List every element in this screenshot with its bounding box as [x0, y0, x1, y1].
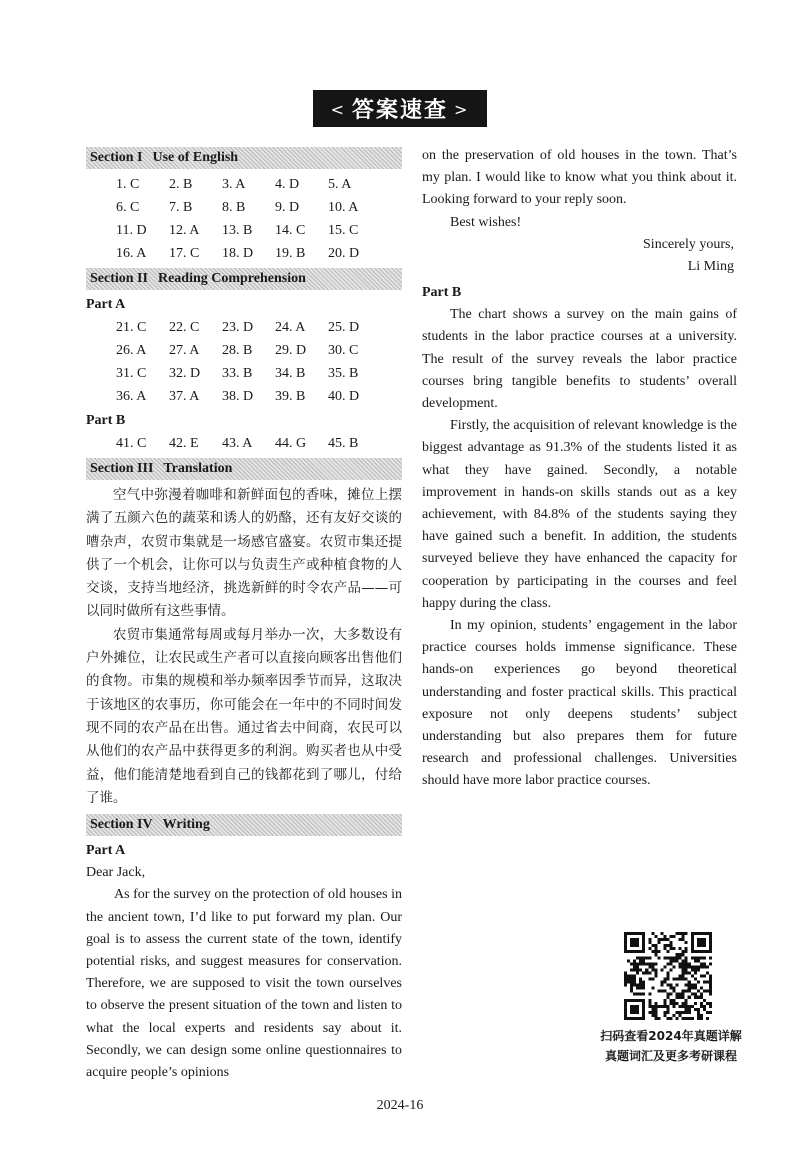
answer-item: 44. G [275, 436, 307, 451]
translation-paragraph: 农贸市集通常每周或每月举办一次，大多数设有户外摊位，让农民或生产者可以直接向顾客出售他们的食物。市集的规模和举办频率因季节而异，这取决于该地区的农事历，你可能会在一年中的不同时间发现不同的农产品在出售。通过省去中间商，农民可以从他们的农产品中获得更多的利润。购买者也从中受益，他们能清楚地看到自己的钱都花到了哪儿，付给了谁。 [86, 626, 402, 806]
answer-item: 23. D [222, 320, 254, 335]
answer-item: 6. C [116, 200, 140, 215]
chevron-left-icon: < [330, 100, 346, 119]
reading-part-b-answers [86, 432, 402, 455]
page-title-text: 答案速查 [351, 98, 448, 123]
translation-paragraph: 空气中弥漫着咖啡和新鲜面包的香味，摊位上摆满了五颜六色的蔬菜和诱人的奶酪，还有友好交谈的嘈杂声，农贸市集就是一场感官盛宴。农贸市集还提供了一个机会，让你可以与负责生产或种植食物的人交谈，支持当地经济，挑选新鲜的时令农产品——可以同时做所有这些事情。 [86, 487, 402, 620]
answer-item: 18. D [222, 246, 254, 261]
answer-item: 32. D [169, 366, 201, 381]
answer-item: 14. C [275, 223, 306, 238]
answer-item: 22. C [169, 320, 200, 335]
title-banner [0, 90, 800, 127]
answer-item: 27. A [169, 343, 200, 358]
part-label: Part A [86, 843, 126, 859]
answer-item: 17. C [169, 246, 200, 261]
letter-paragraph: As for the survey on the protection of old houses in the ancient town, I’d like to put forward my plan. Our goal is to assess the current state of the town, identify potential risks, and suggest measures for conservation. Therefore, we are supposed to visit the town ourselves to observe the present situation of the town and listen to what the local experts and residents say about it. Secondly, we can design some online questionnaires to acquire people’s opinions [86, 887, 402, 1080]
section-number: Section II [90, 271, 148, 286]
answer-item: 16. A [116, 246, 147, 261]
answer-row [86, 173, 402, 196]
section-heading [86, 147, 402, 169]
answer-item: 19. B [275, 246, 306, 261]
reading-part-a-answers [86, 316, 402, 408]
letter-signature: Li Ming [687, 259, 734, 275]
section-name: Use of English [152, 150, 239, 165]
answer-item: 39. B [275, 389, 306, 404]
section-heading [86, 268, 402, 290]
answer-row [86, 316, 402, 339]
part-label: Part B [422, 285, 462, 301]
letter-greeting: Dear Jack, [86, 865, 146, 881]
answer-item: 38. D [222, 389, 254, 404]
left-column [86, 145, 402, 1106]
answer-item: 2. B [169, 177, 193, 192]
answer-item: 36. A [116, 389, 147, 404]
answer-item: 7. B [169, 200, 193, 215]
answer-item: 42. E [169, 436, 199, 451]
answer-item: 3. A [222, 177, 246, 192]
section-name: Translation [163, 461, 233, 476]
chevron-right-icon: > [454, 100, 470, 119]
answer-item: 35. B [328, 366, 359, 381]
qr-caption-line: 真题词汇及更多考研课程 [604, 1049, 737, 1063]
answer-row [86, 219, 402, 242]
letter-sign-off: Sincerely yours, [643, 236, 734, 252]
answer-item: 12. A [169, 223, 200, 238]
answer-row [86, 196, 402, 219]
section-number: Section III [90, 461, 154, 476]
answer-item: 4. D [275, 177, 300, 192]
answer-item: 9. D [275, 200, 300, 215]
page-number: 2024-16 [376, 1098, 424, 1113]
answer-item: 43. A [222, 436, 253, 451]
answer-item: 11. D [116, 223, 147, 238]
answer-item: 45. B [328, 436, 359, 451]
answer-item: 34. B [275, 366, 306, 381]
answer-item: 1. C [116, 177, 140, 192]
answer-item: 25. D [328, 320, 360, 335]
answer-row [86, 432, 402, 455]
answer-row [86, 242, 402, 265]
section-number: Section IV [90, 817, 153, 833]
answer-item: 13. B [222, 223, 253, 238]
essay-paragraph: Firstly, the acquisition of relevant knowledge is the biggest advantage as 91.3% of the students listed it as what they have gained. Secondly, a notable improvement in hands-on skills stands out as a key achievement, with 84.8% of the students saying they have gained such a benefit. In addition, the students surveyed believe they have enhanced the capacity for cooperation by participating in the courses and feel happy during the class. [422, 418, 737, 611]
answer-item: 28. B [222, 343, 253, 358]
answer-item: 5. A [328, 177, 352, 192]
letter-closing: Best wishes! [450, 214, 522, 230]
answer-row [86, 339, 402, 362]
qr-caption [586, 1026, 756, 1066]
essay-paragraph: In my opinion, students’ engagement in the labor practice courses holds immense significance. These hands-on experiences go beyond theoretical understanding and foster practical skills. This practical exposure not only deepens students’ subject understanding but also prepares them for future research and professional challenges. Universities should have more labor practice courses. [422, 618, 737, 789]
use-of-english-answers [86, 173, 402, 265]
section-heading [86, 814, 402, 836]
answer-item: 37. A [169, 389, 200, 404]
answer-row [86, 362, 402, 385]
page-title [313, 90, 488, 127]
answer-row [86, 385, 402, 408]
section-heading [86, 458, 402, 480]
answer-item: 30. C [328, 343, 359, 358]
section-name: Writing [162, 817, 210, 833]
answer-item: 10. A [328, 200, 359, 215]
part-label: Part B [86, 413, 126, 428]
section-name: Reading Comprehension [157, 271, 306, 286]
qr-caption-line: 扫码查看2024年真题详解 [600, 1029, 742, 1043]
answer-item: 29. D [275, 343, 307, 358]
answer-item: 24. A [275, 320, 306, 335]
answer-item: 40. D [328, 389, 360, 404]
answer-item: 8. B [222, 200, 246, 215]
answer-item: 31. C [116, 366, 147, 381]
answer-item: 20. D [328, 246, 360, 261]
essay-paragraph: The chart shows a survey on the main gains of students in the labor practice courses at a university. The result of the survey reveals the labor practice courses bring tangible benefits to students’ overall development. [422, 307, 737, 412]
answer-item: 41. C [116, 436, 147, 451]
answer-item: 33. B [222, 366, 253, 381]
answer-item: 21. C [116, 320, 147, 335]
section-number: Section I [90, 150, 143, 165]
answer-item: 15. C [328, 223, 359, 238]
qr-code-icon[interactable] [624, 932, 712, 1020]
right-column [422, 145, 737, 793]
part-label: Part A [86, 297, 126, 312]
letter-paragraph-continued: on the preservation of old houses in the town. That’s my plan. I would like to know what you think about it. Looking forward to your reply soon. [422, 148, 737, 208]
answer-item: 26. A [116, 343, 147, 358]
